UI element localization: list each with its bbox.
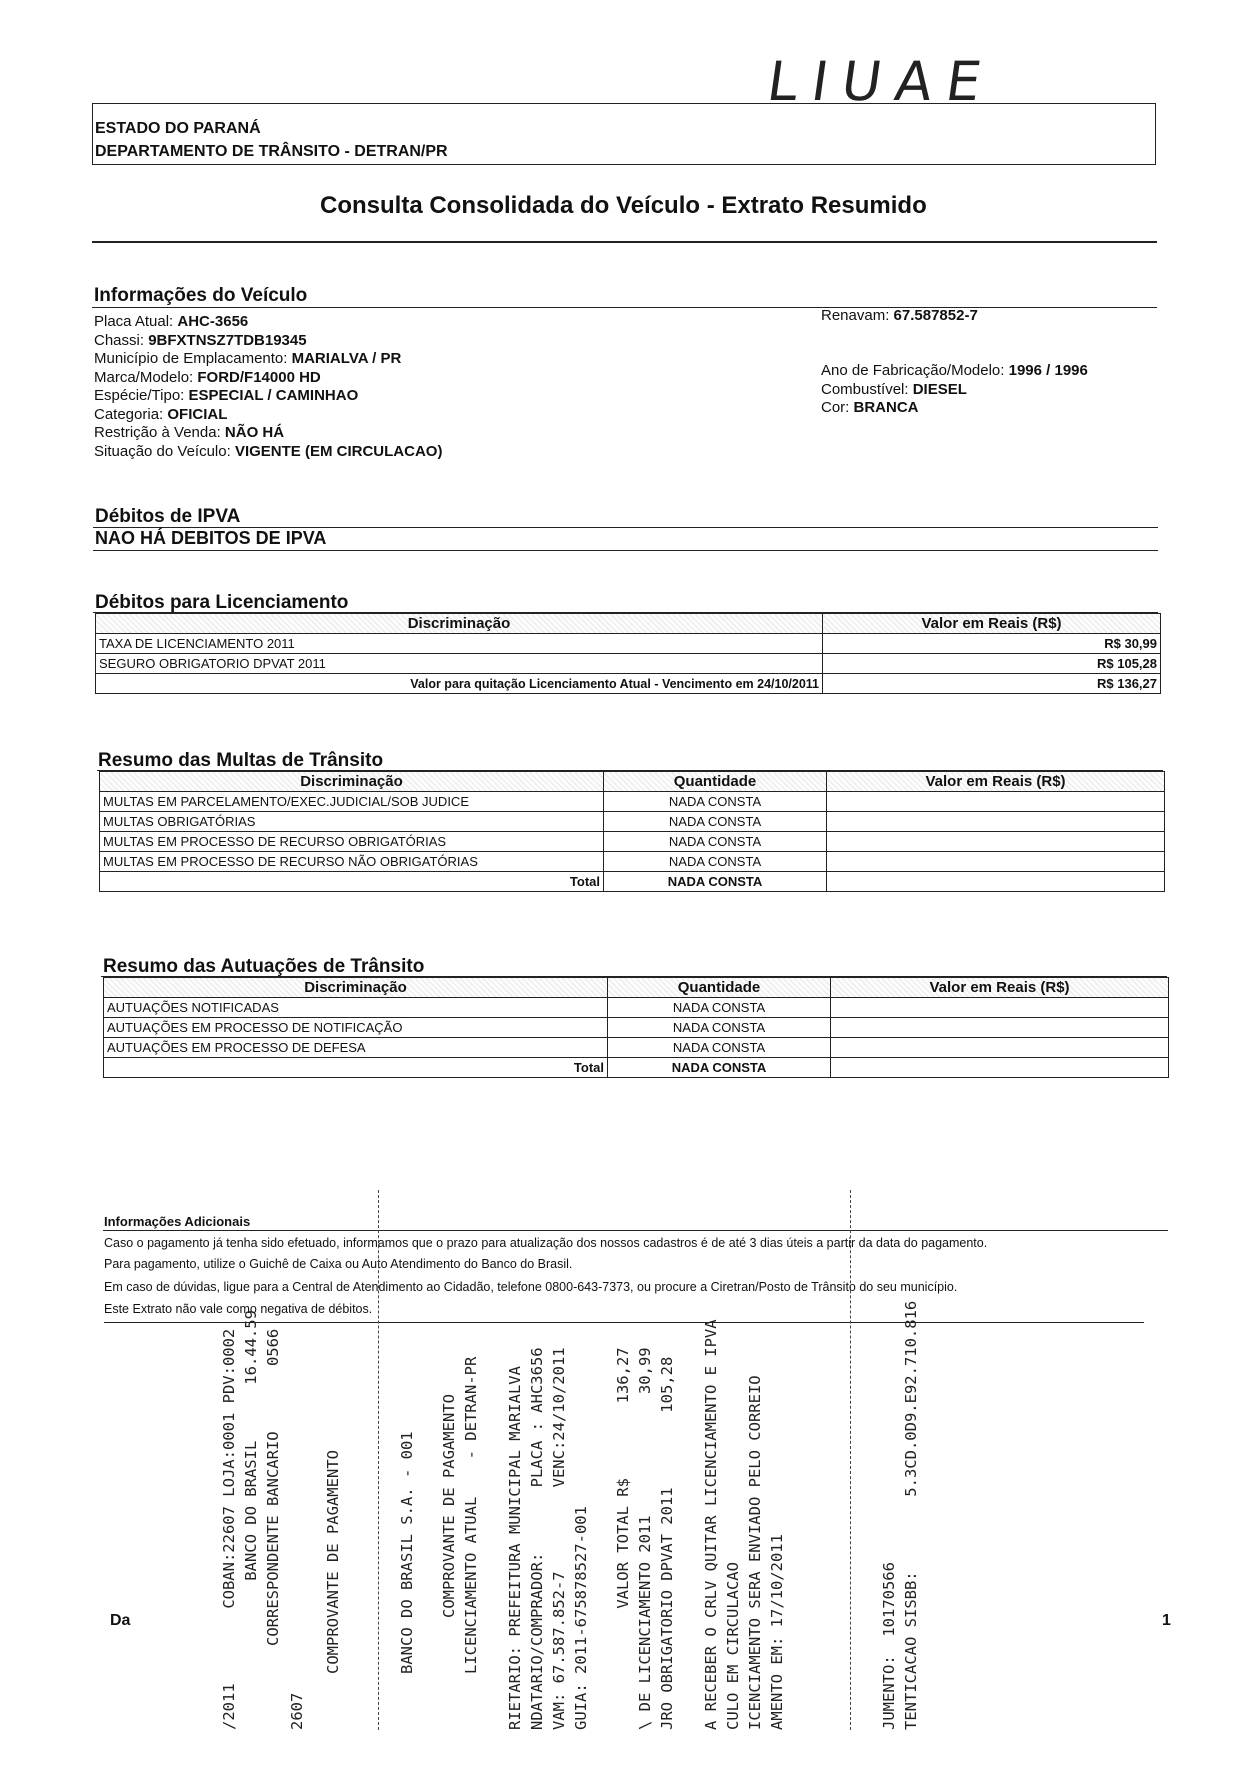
vehicle-field: Ano de Fabricação/Modelo: 1996 / 1996: [821, 362, 1088, 379]
receipt-line: JRO OBRIGATORIO DPVAT 2011 105,28: [658, 1356, 676, 1730]
vehicle-field: Município de Emplacamento: MARIALVA / PR: [94, 350, 402, 367]
page-title: Consulta Consolidada do Veículo - Extrato Resumido: [320, 192, 927, 219]
autuacoes-table: [103, 977, 1169, 1078]
vehicle-info-right: [821, 362, 1088, 418]
receipt-line: ICENCIAMENTO SERA ENVIADO PELO CORREIO: [746, 1375, 764, 1730]
table-header-row: [100, 772, 1165, 792]
vehicle-field: Marca/Modelo: FORD/F14000 HD: [94, 368, 321, 386]
vehicle-field: Situação do Veículo: VIGENTE (EM CIRCULACAO): [94, 442, 443, 460]
receipt-line: /2011 COBAN:22607 LOJA:0001 PDV:0002: [220, 1328, 238, 1730]
receipt-line: A RECEBER O CRLV QUITAR LICENCIAMENTO E IPVA: [702, 1319, 720, 1730]
page-mark: 1: [1162, 1612, 1171, 1629]
table-row: [96, 634, 1161, 654]
ipva-status: NAO HÁ DEBITOS DE IPVA: [95, 528, 327, 548]
vehicle-field: Espécie/Tipo: ESPECIAL / CAMINHAO: [94, 387, 359, 404]
row-desc: MULTAS EM PARCELAMENTO/EXEC.JUDICIAL/SOB JUDICE: [100, 792, 604, 812]
receipt-line: \ DE LICENCIAMENTO 2011 30,99: [636, 1347, 654, 1730]
total-label: Valor para quitação Licenciamento Atual - Vencimento em 24/10/2011: [96, 674, 823, 694]
additional-section-title: Informações Adicionais: [104, 1214, 251, 1229]
col-header-quantidade: Quantidade: [604, 772, 827, 792]
row-qty: NADA CONSTA: [608, 998, 831, 1018]
ipva-section-title: Débitos de IPVA: [95, 506, 241, 527]
row-value: R$ 30,99: [823, 634, 1161, 654]
header-department: DEPARTAMENTO DE TRÂNSITO - DETRAN/PR: [95, 143, 448, 160]
row-desc: AUTUAÇÕES EM PROCESSO DE DEFESA: [104, 1038, 608, 1058]
table-header-row: [104, 978, 1169, 998]
row-qty: NADA CONSTA: [604, 832, 827, 852]
row-desc: MULTAS EM PROCESSO DE RECURSO OBRIGATÓRIAS: [100, 832, 604, 852]
table-row: [104, 1018, 1169, 1038]
row-value: R$ 105,28: [823, 654, 1161, 674]
table-total-row: [104, 1058, 1169, 1078]
row-desc: MULTAS OBRIGATÓRIAS: [100, 812, 604, 832]
col-header-valor: Valor em Reais (R$): [827, 772, 1165, 792]
vehicle-field: Combustível: DIESEL: [821, 380, 967, 398]
multas-table: [99, 771, 1165, 892]
receipt-line: COMPROVANTE DE PAGAMENTO: [324, 1450, 342, 1730]
row-qty: NADA CONSTA: [608, 1038, 831, 1058]
col-header-valor: Valor em Reais (R$): [823, 614, 1161, 634]
col-header-discriminacao: Discriminação: [100, 772, 604, 792]
vehicle-info-left: [94, 313, 442, 461]
row-qty: NADA CONSTA: [604, 812, 827, 832]
receipt-line: CULO EM CIRCULACAO: [724, 1562, 742, 1730]
total-value: R$ 136,27: [823, 674, 1161, 694]
total-qty: NADA CONSTA: [608, 1058, 831, 1078]
row-desc: MULTAS EM PROCESSO DE RECURSO NÃO OBRIGATÓRIAS: [100, 852, 604, 872]
row-value: [827, 812, 1165, 832]
receipt-line: COMPROVANTE DE PAGAMENTO: [440, 1394, 458, 1730]
header-box: [92, 103, 1156, 165]
receipt-line: TENTICACAO SISBB: 5.3CD.0D9.E92.710.816: [902, 1300, 920, 1730]
col-header-discriminacao: Discriminação: [104, 978, 608, 998]
row-qty: NADA CONSTA: [604, 792, 827, 812]
table-row: [100, 812, 1165, 832]
col-header-valor: Valor em Reais (R$): [831, 978, 1169, 998]
row-desc: TAXA DE LICENCIAMENTO 2011: [96, 634, 823, 654]
receipt-line: VALOR TOTAL R$ 136,27: [614, 1347, 632, 1730]
receipt-line: 2607: [288, 1692, 306, 1730]
table-total-row: [100, 872, 1165, 892]
row-value: [827, 852, 1165, 872]
licenciamento-table: [95, 613, 1161, 694]
vehicle-field: Cor: BRANCA: [821, 399, 919, 416]
vehicle-divider: [92, 307, 1157, 308]
additional-line: Em caso de dúvidas, ligue para a Central de Atendimento ao Cidadão, telefone 0800-643-7373, ou procure a Ciretran/Posto de Trânsito do seu município.: [104, 1280, 958, 1294]
additional-line: Este Extrato não vale como negativa de débitos.: [104, 1302, 373, 1316]
col-header-discriminacao: Discriminação: [96, 614, 823, 634]
vehicle-field: Categoria: OFICIAL: [94, 405, 228, 423]
receipt-line: VAM: 67.587.852-7 VENC:24/10/2011: [550, 1347, 568, 1730]
receipt-line: RIETARIO: PREFEITURA MUNICIPAL MARIALVA: [506, 1366, 524, 1730]
ipva-status-divider: [93, 550, 1158, 551]
receipt-line: BANCO DO BRASIL S.A. - 001: [398, 1431, 416, 1730]
col-header-quantidade: Quantidade: [608, 978, 831, 998]
total-value: [827, 872, 1165, 892]
total-label: Total: [100, 872, 604, 892]
table-header-row: [96, 614, 1161, 634]
row-desc: AUTUAÇÕES NOTIFICADAS: [104, 998, 608, 1018]
receipt-line: GUIA: 2011-675878527-001: [572, 1506, 590, 1730]
receipt-line: JUMENTO: 10170566: [880, 1562, 898, 1730]
table-row: [100, 852, 1165, 872]
table-row: [104, 1038, 1169, 1058]
row-value: [827, 832, 1165, 852]
row-qty: NADA CONSTA: [608, 1018, 831, 1038]
autuacoes-section-title: Resumo das Autuações de Trânsito: [103, 956, 425, 977]
vehicle-field: Restrição à Venda: NÃO HÁ: [94, 424, 285, 441]
receipt-line: AMENTO EM: 17/10/2011: [768, 1534, 786, 1730]
bank-receipt: [190, 1190, 950, 1730]
row-desc: AUTUAÇÕES EM PROCESSO DE NOTIFICAÇÃO: [104, 1018, 608, 1038]
total-value: [831, 1058, 1169, 1078]
row-desc: SEGURO OBRIGATORIO DPVAT 2011: [96, 654, 823, 674]
vehicle-field: Placa Atual: AHC-3656: [94, 313, 249, 330]
table-row: [104, 998, 1169, 1018]
table-row: [100, 832, 1165, 852]
row-value: [831, 1018, 1169, 1038]
row-value: [831, 1038, 1169, 1058]
receipt-line: NDATARIO/COMPRADOR: PLACA : AHC3656: [528, 1347, 546, 1730]
receipt-separator: [850, 1190, 851, 1730]
header-state: ESTADO DO PARANÁ: [95, 120, 261, 137]
receipt-separator: [378, 1190, 379, 1730]
margin-text: Da: [110, 1612, 131, 1629]
renavam: Renavam: 67.587852-7: [821, 307, 978, 324]
licenciamento-section-title: Débitos para Licenciamento: [95, 592, 349, 613]
table-total-row: [96, 674, 1161, 694]
total-qty: NADA CONSTA: [604, 872, 827, 892]
row-value: [831, 998, 1169, 1018]
receipt-line: CORRESPONDENTE BANCARIO 0566: [264, 1328, 282, 1730]
vehicle-field: Chassi: 9BFXTNSZ7TDB19345: [94, 331, 307, 349]
row-value: [827, 792, 1165, 812]
table-row: [100, 792, 1165, 812]
receipt-line: LICENCIAMENTO ATUAL - DETRAN-PR: [462, 1356, 480, 1730]
handwritten-note: LIUAE: [763, 50, 1000, 113]
table-row: [96, 654, 1161, 674]
additional-line: Para pagamento, utilize o Guichê de Caixa ou Auto Atendimento do Banco do Brasil.: [104, 1257, 573, 1271]
row-qty: NADA CONSTA: [604, 852, 827, 872]
title-divider: [92, 241, 1157, 243]
vehicle-section-title: Informações do Veículo: [94, 285, 308, 306]
receipt-line: BANCO DO BRASIL 16.44.59: [242, 1310, 260, 1730]
total-label: Total: [104, 1058, 608, 1078]
multas-section-title: Resumo das Multas de Trânsito: [98, 750, 384, 771]
additional-line: Caso o pagamento já tenha sido efetuado, informamos que o prazo para atualização dos nossos cadastros é de até 3 dias úteis a partir da data do pagamento.: [104, 1236, 988, 1250]
